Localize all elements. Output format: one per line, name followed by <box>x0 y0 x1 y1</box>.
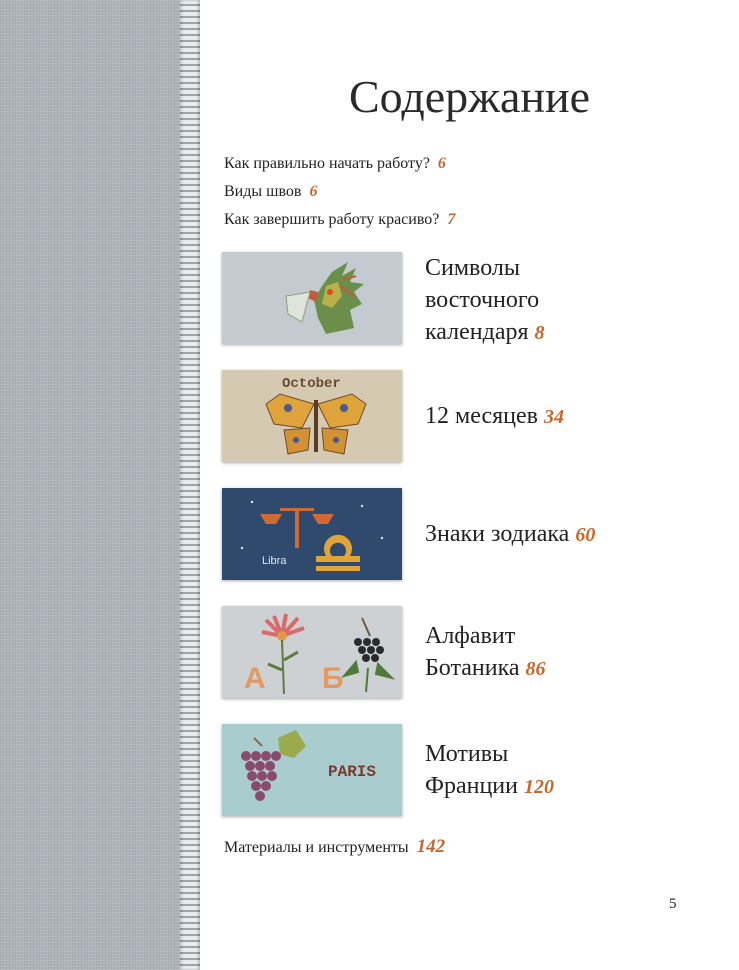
footer-label: Материалы и инструменты <box>224 839 409 856</box>
intro-item-stitches[interactable] <box>224 178 455 206</box>
section-title: Символы восточного календаря 8 <box>425 255 545 345</box>
footer-materials-item[interactable] <box>224 836 445 858</box>
intro-item-start[interactable] <box>224 150 455 178</box>
intro-item-page: 6 <box>309 183 318 200</box>
page-title: Содержание <box>348 71 591 122</box>
dragon-embroidery-image <box>222 252 402 344</box>
image-caption-libra: Libra <box>262 555 287 567</box>
section-botany-alphabet[interactable] <box>222 606 712 698</box>
libra-embroidery-image <box>222 488 402 580</box>
botany-embroidery-image <box>222 606 402 698</box>
section-page: 86 <box>525 658 546 680</box>
section-page: 8 <box>534 322 545 344</box>
section-france-motifs[interactable] <box>222 724 712 816</box>
image-letter-b: Б <box>322 662 344 695</box>
section-page: 34 <box>543 406 564 428</box>
section-12-months[interactable] <box>222 370 712 462</box>
stitched-border <box>180 0 200 970</box>
section-page: 120 <box>524 776 554 798</box>
footer-page: 142 <box>416 836 446 857</box>
section-zodiac[interactable] <box>222 488 712 580</box>
intro-item-page: 6 <box>437 155 446 172</box>
section-title: Знаки зодиака 60 <box>425 521 596 547</box>
intro-item-finish[interactable] <box>224 206 455 234</box>
image-caption-paris: PARIS <box>328 763 377 781</box>
section-title: 12 месяцев 34 <box>425 403 564 429</box>
linen-fabric-panel <box>0 0 180 970</box>
intro-item-label: Как правильно начать работу? <box>224 155 430 172</box>
intro-item-label: Как завершить работу красиво? <box>224 211 440 228</box>
image-caption-october: October <box>282 376 341 392</box>
intro-item-label: Виды швов <box>224 183 302 200</box>
paris-embroidery-image <box>222 724 402 816</box>
intro-list <box>224 150 455 234</box>
section-title: Алфавит Ботаника 86 <box>425 623 546 681</box>
section-eastern-calendar[interactable] <box>222 252 712 344</box>
page-number: 5 <box>669 896 677 912</box>
intro-item-page: 7 <box>447 211 456 228</box>
section-title: Мотивы Франции 120 <box>425 741 554 799</box>
image-letter-a: А <box>244 662 266 695</box>
butterfly-embroidery-image <box>222 370 402 462</box>
section-page: 60 <box>575 524 596 546</box>
